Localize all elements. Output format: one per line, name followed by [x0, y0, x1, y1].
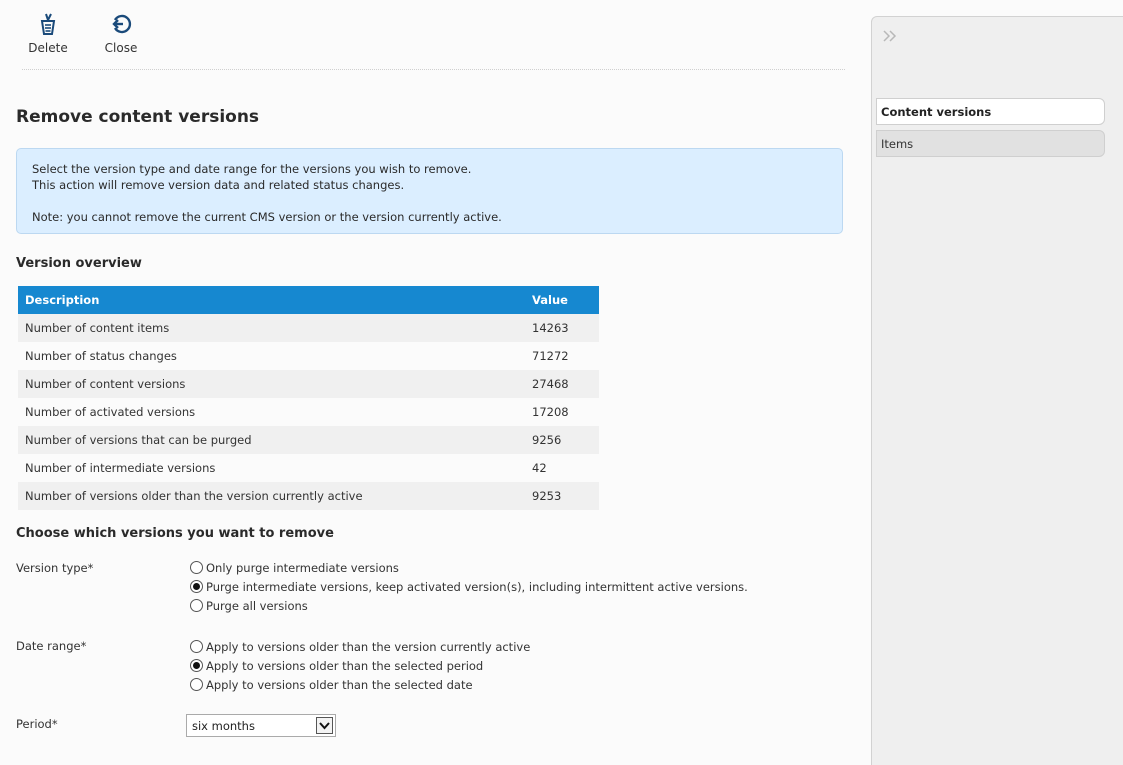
row-description: Number of content versions — [18, 370, 525, 398]
version-type-radio-group — [190, 558, 748, 615]
period-select[interactable] — [186, 714, 336, 737]
row-description: Number of activated versions — [18, 398, 525, 426]
chevron-down-icon[interactable] — [316, 717, 333, 734]
table-row — [18, 454, 599, 482]
info-line-1: Select the version type and date range for the versions you wish to remove. — [32, 162, 472, 176]
column-header-description: Description — [18, 286, 525, 314]
date-range-option[interactable] — [190, 656, 530, 675]
row-value: 9256 — [525, 426, 599, 454]
row-value: 17208 — [525, 398, 599, 426]
close-icon — [109, 12, 133, 36]
row-description: Number of status changes — [18, 342, 525, 370]
radio-label: Apply to versions older than the selected period — [206, 658, 484, 673]
table-row — [18, 482, 599, 510]
radio-label: Purge all versions — [206, 598, 308, 613]
choose-versions-heading: Choose which versions you want to remove — [16, 526, 334, 541]
radio-button[interactable] — [190, 659, 203, 672]
double-chevron-right-icon[interactable] — [882, 29, 898, 46]
row-description: Number of versions older than the version currently active — [18, 482, 525, 510]
info-note: Note: you cannot remove the current CMS version or the version currently active. — [32, 210, 502, 224]
radio-button[interactable] — [190, 599, 203, 612]
date-range-radio-group — [190, 637, 530, 694]
page-title: Remove content versions — [16, 107, 260, 127]
info-line-2: This action will remove version data and related status changes. — [32, 178, 405, 192]
row-value: 14263 — [525, 314, 599, 342]
info-box — [16, 148, 843, 234]
close-label: Close — [104, 41, 138, 55]
table-header-row — [18, 286, 599, 314]
tab-items[interactable] — [876, 130, 1105, 157]
row-description: Number of intermediate versions — [18, 454, 525, 482]
date-range-label: Date range* — [16, 639, 87, 653]
period-label: Period* — [16, 717, 58, 731]
tab-label: Content versions — [881, 104, 992, 119]
delete-icon — [37, 12, 59, 36]
version-type-option[interactable] — [190, 577, 748, 596]
version-overview-heading: Version overview — [16, 256, 142, 271]
period-value: six months — [192, 719, 255, 733]
close-button[interactable] — [91, 12, 151, 55]
version-type-option[interactable] — [190, 596, 748, 615]
table-row — [18, 342, 599, 370]
radio-label: Only purge intermediate versions — [206, 560, 399, 575]
row-value: 42 — [525, 454, 599, 482]
radio-label: Apply to versions older than the version currently active — [206, 639, 531, 654]
radio-button[interactable] — [190, 561, 203, 574]
toolbar — [22, 0, 845, 70]
row-value: 27468 — [525, 370, 599, 398]
row-description: Number of content items — [18, 314, 525, 342]
delete-button[interactable] — [18, 12, 78, 55]
tab-content-versions[interactable] — [876, 98, 1105, 125]
date-range-option[interactable] — [190, 637, 530, 656]
table-row — [18, 426, 599, 454]
side-panel — [871, 16, 1123, 765]
row-value: 71272 — [525, 342, 599, 370]
column-header-value: Value — [525, 286, 599, 314]
version-type-option[interactable] — [190, 558, 748, 577]
table-row — [18, 398, 599, 426]
version-type-label: Version type* — [16, 561, 94, 575]
radio-button[interactable] — [190, 580, 203, 593]
radio-label: Purge intermediate versions, keep activated version(s), including intermittent active versions. — [206, 579, 748, 594]
row-description: Number of versions that can be purged — [18, 426, 525, 454]
table-row — [18, 314, 599, 342]
radio-button[interactable] — [190, 640, 203, 653]
table-row — [18, 370, 599, 398]
version-overview-table — [18, 286, 599, 510]
date-range-option[interactable] — [190, 675, 530, 694]
row-value: 9253 — [525, 482, 599, 510]
delete-label: Delete — [28, 41, 68, 55]
tab-label: Items — [881, 136, 914, 151]
radio-button[interactable] — [190, 678, 203, 691]
radio-label: Apply to versions older than the selected date — [206, 677, 473, 692]
